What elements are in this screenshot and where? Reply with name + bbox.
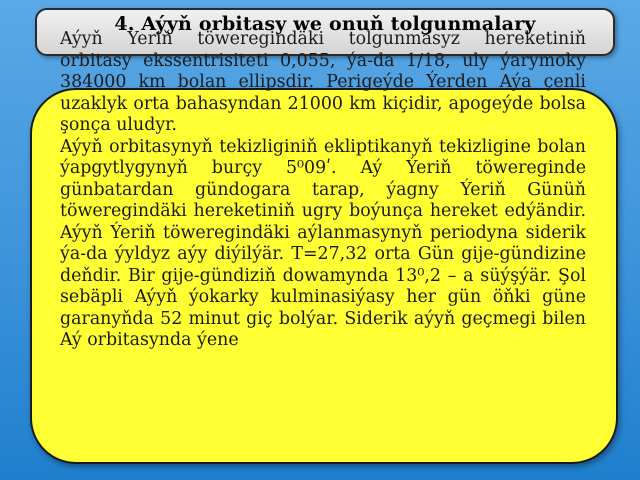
paragraph-orbit-inclination: Aýyň orbitasynyň tekizliginiň ekliptikanyň tekizligine bolan ýapgytlygynyň burçy 5⁰09ʹ. Aý Ýeriň töwereginde günbatardan gündogara tarap, ýagny Ýeriň Günüň töweregindäki hereketiniň ugry boýunça hereket edýändir. Aýyň Ýeriň töweregindäki aýlanmasynyň periodyna siderik ýa-da ýyldyz aýy diýilýär. T=27,32 orta Gün gije-gündizine deňdir. Bir gije-gündiziň dowamynda 13⁰,2 – a süýşýär. Şol sebäpli Aýyň ýokarky kulminasiýasy her gün öňki güne garanyňda 52 minut giç bolýar. Siderik aýyň geçmegi bilen Aý orbitasynda ýene (60, 136, 586, 350)
paragraph-orbit-ellipse: Aýyň Ýeriň töweregindäki tolgunmasyz hereketiniň orbitasy ekssentrisiteti 0,055, ýa-da 1/18, uly ýarymoky 384000 km bolan ellipsdir. Perigeýde Ýerden Aýa çenli uzaklyk orta bahasyndan 21000 km kiçidir, apogeýde bolsa şonça uludyr. (60, 29, 586, 135)
slide-body (60, 29, 586, 480)
slide-title: 4. Aýyň orbitasy we onuň tolgunmalary (114, 13, 536, 35)
